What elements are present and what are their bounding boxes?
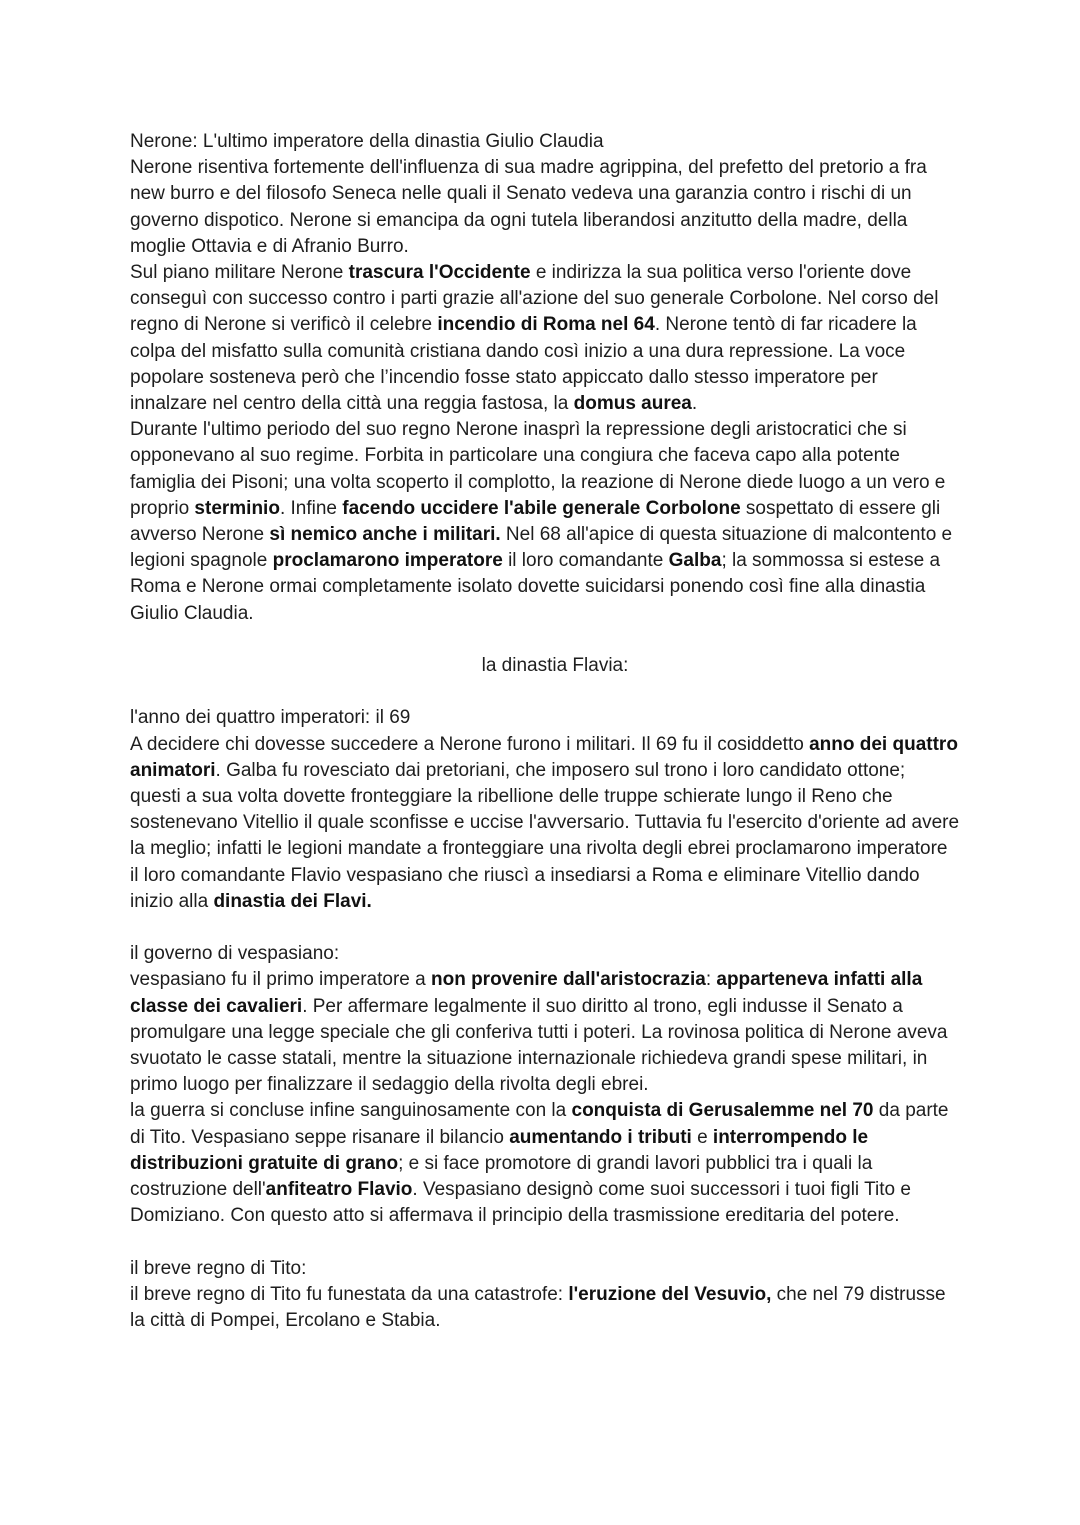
bold-text: aumentando i tributi (509, 1126, 692, 1148)
paragraph (130, 732, 960, 915)
text-run: . Vespasiano designò come suoi successori i tuoi figli Tito e Domiziano. Con questo atto si affermava il principio della trasmissione ereditaria del potere. (130, 1179, 911, 1227)
text-run: . Nerone tentò di far ricadere la colpa del misfatto sulla comunità cristiana dando così inizio a una dura repressione. La voce popolare sosteneva però che l’incendio fosse stato appiccato dallo stesso imperatore per innalzare nel centro della città una reggia fastosa, la (130, 314, 917, 415)
bold-text: Galba (668, 550, 722, 572)
text-run: il breve regno di Tito fu funestata da una catastrofe: (130, 1283, 569, 1305)
bold-text: incendio di Roma nel 64 (437, 314, 655, 336)
paragraph (130, 155, 960, 260)
spacer (130, 1229, 960, 1255)
paragraph (130, 1282, 960, 1334)
paragraph (130, 1098, 960, 1229)
bold-text: non provenire dall'aristocrazia (430, 969, 706, 991)
spacer (130, 915, 960, 941)
section-regno-tito (130, 1256, 960, 1335)
bold-text: sterminio (194, 497, 280, 519)
section-governo-vespasiano (130, 941, 960, 1229)
text-run: Nerone risentiva fortemente dell'influenza di sua madre agrippina, del prefetto del pretorio a fra new burro e del filosofo Seneca nelle quali il Senato vedeva una garanzia contro i rischi di un governo dispotico. Nerone si emancipa da ogni tutela liberandosi anzitutto della madre, della moglie Ottavia e di Afranio Burro. (130, 157, 927, 257)
section-nerone (130, 129, 960, 627)
text-run: . Galba fu rovesciato dai pretoriani, che imposero sul trono i loro candidato ottone; questi a sua volta dovette fronteggiare la ribellione delle truppe schierate lungo il Reno che sostenevano Vitellio il quale sconfisse e uccise l'avversario. Tuttavia fu l'esercito d'oriente ad avere la meglio; infatti le legioni mandate a fronteggiare una rivolta degli ebrei proclamarono imperatore il loro comandante Flavio vespasiano che riuscì a insediarsi a Roma e eliminare Vitellio dando inizio alla (130, 759, 960, 912)
text-run: la guerra si concluse infine sanguinosamente con la (130, 1100, 572, 1122)
document-page (130, 129, 960, 1334)
text-run: Nel 68 all'apice di questa situazione di malcontento e legioni spagnole (130, 524, 953, 572)
section-title: il governo di vespasiano: (130, 943, 340, 965)
text-run: . Per affermare legalmente il suo diritto al trono, egli indusse il Senato a promulgare una legge speciale che gli conferiva tutti i poteri. La rovinosa politica di Nerone aveva svuotato le casse statali, mentre la situazione internazionale richiedeva grandi spese militari, in primo luogo per finalizzare il sedaggio della rivolta degli ebrei. (130, 995, 948, 1096)
bold-text: anfiteatro Flavio (265, 1179, 413, 1201)
text-run: : (705, 969, 717, 991)
paragraph (130, 417, 960, 627)
text-run: il loro comandante (502, 550, 669, 572)
text-run: ; la sommossa si estese a Roma e Nerone ormai completamente isolato dovette suicidarsi ponendo così fine alla dinastia Giulio Claudia. (130, 550, 941, 624)
bold-text: interrompendo le distribuzioni gratuite di grano (130, 1126, 869, 1174)
bold-text: conquista di Gerusalemme nel 70 (571, 1100, 874, 1122)
text-run: e indirizza la sua politica verso l'oriente dove conseguì con successo contro i parti grazie all'azione del suo generale Corbolone. Nel corso del regno di Nerone si verificò il celebre (130, 262, 939, 336)
spacer (130, 679, 960, 705)
text-run: . (691, 393, 698, 415)
bold-text: trascura l'Occidente (348, 262, 531, 284)
text-run: sospettato di essere gli avverso Nerone (130, 497, 941, 546)
text-run: A decidere chi dovesse succedere a Nerone furono i militari. Il 69 fu il cosiddetto (130, 733, 810, 755)
bold-text: facendo uccidere l'abile generale Corbolone (342, 497, 741, 519)
bold-text: anno dei quattro animatori (130, 733, 958, 781)
text-run: . Infine (279, 497, 343, 519)
centered-heading: la dinastia Flavia: (481, 655, 629, 677)
spacer (130, 627, 960, 653)
bold-text: sì nemico anche i militari. (269, 524, 501, 546)
text-run: vespasiano fu il primo imperatore a (130, 969, 431, 991)
section-title: Nerone: L'ultimo imperatore della dinastia Giulio Claudia (130, 131, 604, 152)
bold-text: dinastia dei Flavi. (213, 890, 372, 912)
bold-text: l'eruzione del Vesuvio, (568, 1283, 772, 1305)
bold-text: apparteneva infatti alla classe dei cavalieri (130, 969, 923, 1017)
paragraph (130, 967, 960, 1098)
section-title: il breve regno di Tito: (130, 1257, 307, 1279)
text-run: e (691, 1126, 713, 1148)
paragraph (130, 260, 960, 417)
text-run: ; e si face promotore di grandi lavori pubblici tra i quali la costruzione dell' (130, 1152, 873, 1201)
section-title: l'anno dei quattro imperatori: il 69 (130, 707, 411, 729)
section-anno-quattro-imperatori (130, 705, 960, 915)
bold-text: domus aurea (573, 393, 692, 415)
text-run: Sul piano militare Nerone (130, 262, 349, 284)
bold-text: proclamarono imperatore (272, 550, 503, 572)
text-run: Durante l'ultimo periodo del suo regno Nerone inasprì la repressione degli aristocratici che si opponevano al suo regime. Forbita in particolare una congiura che faceva capo alla potente famiglia dei Pisoni; una volta scoperto il complotto, la reazione di Nerone diede luogo a un vero e proprio (130, 419, 946, 519)
text-run: che nel 79 distrusse la città di Pompei, Ercolano e Stabia. (130, 1283, 946, 1332)
text-run: da parte di Tito. Vespasiano seppe risanare il bilancio (130, 1100, 949, 1148)
